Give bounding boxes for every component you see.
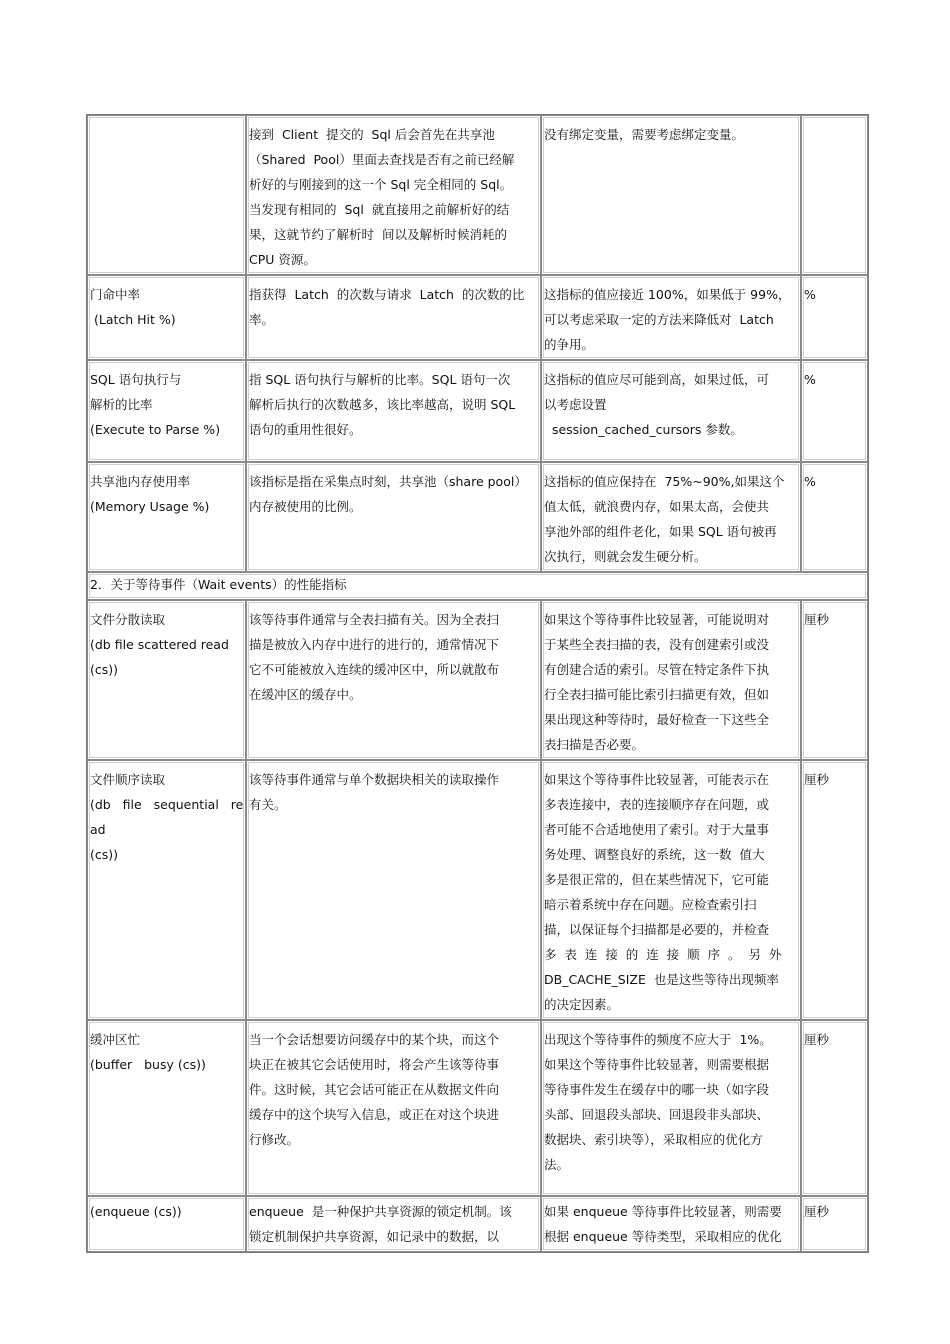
text-line: (db file sequential read — [90, 797, 244, 837]
metric-name-cell — [87, 360, 246, 462]
text-line: 该等待事件通常与单个数据块相关的读取操作 — [249, 772, 500, 787]
text-line: (cs)) — [90, 847, 119, 862]
text-line: (db file scattered read (cs)) — [90, 637, 233, 677]
text-line: CPU 资源。 — [249, 252, 316, 267]
metric-unit-cell — [801, 1196, 868, 1252]
text-line: 厘秒 — [804, 1204, 830, 1219]
section-title: 2．关于等待事件（Wait events）的性能指标 — [87, 572, 868, 600]
text-line: 该等待事件通常与全表扫描有关。因为全表扫 — [249, 612, 500, 627]
text-line: 率。 — [249, 312, 275, 327]
text-line: 法。 — [544, 1157, 570, 1172]
text-line: 没有绑定变量，需要考虑绑定变量。 — [544, 127, 745, 142]
metric-unit-cell — [801, 760, 868, 1020]
table-row — [87, 360, 868, 462]
metric-unit-cell — [801, 360, 868, 462]
text-line: 锁定机制保护共享资源，如记录中的数据，以 — [249, 1229, 500, 1244]
text-line: session_cached_cursors 参数。 — [544, 422, 743, 437]
text-line: (enqueue (cs)) — [90, 1204, 182, 1219]
text-line: 当发现有相同的 Sql 就直接用之前解析好的结 — [249, 202, 510, 217]
text-line: 它不可能被放入连续的缓冲区中，所以就散布 — [249, 662, 500, 677]
text-line: 的争用。 — [544, 337, 595, 352]
metric-unit-cell — [801, 600, 868, 760]
metric-name-cell — [87, 462, 246, 572]
text-line: 文件顺序读取 — [90, 772, 166, 787]
table-row — [87, 1020, 868, 1196]
text-line: 厘秒 — [804, 612, 830, 627]
metrics-table — [86, 114, 869, 1253]
text-line: 该指标是指在采集点时刻，共享池（share pool） — [249, 474, 527, 489]
text-line: 这指标的值应尽可能到高，如果过低，可 — [544, 372, 770, 387]
text-line: % — [804, 474, 816, 489]
text-line: 这指标的值应保持在 75%~90%,如果这个 — [544, 474, 785, 489]
text-line: 暗示着系统中存在问题。应检查索引扫 — [544, 897, 757, 912]
metric-description-cell — [246, 462, 541, 572]
text-line: 多 表 连 接 的 连 接 顺 序 。 另 外 — [544, 947, 782, 962]
text-line: (buffer busy (cs)) — [90, 1057, 206, 1072]
table-row — [87, 760, 868, 1020]
text-line: 共享池内存使用率 — [90, 474, 191, 489]
text-line: 果出现这种等待时，最好检查一下这些全 — [544, 712, 770, 727]
text-line: 块正在被其它会话使用时，将会产生该等待事 — [249, 1057, 500, 1072]
table-row — [87, 275, 868, 360]
text-line: 者可能不合适地使用了索引。对于大量事 — [544, 822, 770, 837]
section-row — [87, 572, 868, 600]
text-line: 描，以保证每个扫描都是必要的，并检查 — [544, 922, 770, 937]
text-line: 门命中率 — [90, 287, 141, 302]
text-line: 指获得 Latch 的次数与请求 Latch 的次数的比 — [249, 287, 525, 302]
metric-advice-cell — [541, 1196, 801, 1252]
metric-unit-cell — [801, 275, 868, 360]
text-line: DB_CACHE_SIZE 也是这些等待出现频率 — [544, 972, 779, 987]
text-line: 头部、回退段头部块、回退段非头部块、 — [544, 1107, 770, 1122]
text-line: enqueue 是一种保护共享资源的锁定机制。该 — [249, 1204, 512, 1219]
metric-name-cell — [87, 1196, 246, 1252]
metric-name-cell — [87, 275, 246, 360]
text-line: 务处理、调整良好的系统，这一数 值大 — [544, 847, 765, 862]
text-line: 出现这个等待事件的频度不应大于 1%。 — [544, 1032, 772, 1047]
metric-description-cell — [246, 115, 541, 275]
text-line: 以考虑设置 — [544, 397, 607, 412]
table-row — [87, 600, 868, 760]
text-line: 如果这个等待事件比较显著，可能说明对 — [544, 612, 770, 627]
metric-name-cell — [87, 115, 246, 275]
text-line: 次执行，则就会发生硬分析。 — [544, 549, 707, 564]
table-row — [87, 462, 868, 572]
metric-name-cell — [87, 760, 246, 1020]
metric-advice-cell — [541, 360, 801, 462]
text-line: 解析后执行的次数越多，该比率越高，说明 SQL — [249, 397, 516, 412]
text-line: 当一个会话想要访问缓存中的某个块，而这个 — [249, 1032, 500, 1047]
text-line: 有关。 — [249, 797, 287, 812]
text-line: 厘秒 — [804, 1032, 830, 1047]
metric-name-cell — [87, 1020, 246, 1196]
metric-advice-cell — [541, 600, 801, 760]
text-line: 行全表扫描可能比索引扫描更有效，但如 — [544, 687, 770, 702]
text-line: 接到 Client 提交的 Sql 后会首先在共享池 — [249, 127, 495, 142]
text-line: 可以考虑采取一定的方法来降低对 Latch — [544, 312, 774, 327]
metric-description-cell — [246, 1196, 541, 1252]
metric-description-cell — [246, 275, 541, 360]
text-line: 解析的比率 — [90, 397, 153, 412]
text-line: 表扫描是否必要。 — [544, 737, 645, 752]
text-line: 语句的重用性很好。 — [249, 422, 362, 437]
text-line: % — [804, 372, 816, 387]
table-row — [87, 115, 868, 275]
text-line: 厘秒 — [804, 772, 830, 787]
metric-advice-cell — [541, 1020, 801, 1196]
text-line: (Latch Hit %) — [90, 312, 176, 327]
text-line: （Shared Pool）里面去查找是否有之前已经解 — [249, 152, 515, 167]
metric-advice-cell — [541, 115, 801, 275]
metric-description-cell — [246, 360, 541, 462]
text-line: 于某些全表扫描的表，没有创建索引或没 — [544, 637, 770, 652]
text-line: 如果 enqueue 等待事件比较显著，则需要 — [544, 1204, 782, 1219]
text-line: 如果这个等待事件比较显著，则需要根据 — [544, 1057, 770, 1072]
text-line: 多表连接中，表的连接顺序存在问题，或 — [544, 797, 770, 812]
text-line: 缓冲区忙 — [90, 1032, 141, 1047]
metric-unit-cell — [801, 462, 868, 572]
metric-advice-cell — [541, 462, 801, 572]
text-line: % — [804, 287, 816, 302]
text-line: 析好的与刚接到的这一个 Sql 完全相同的 Sql。 — [249, 177, 513, 192]
text-line: 根据 enqueue 等待类型，采取相应的优化 — [544, 1229, 782, 1244]
text-line: 在缓冲区的缓存中。 — [249, 687, 362, 702]
metric-advice-cell — [541, 275, 801, 360]
text-line: 值太低，就浪费内存，如果太高，会使共 — [544, 499, 770, 514]
text-line: 数据块、索引块等），采取相应的优化方 — [544, 1132, 763, 1147]
text-line: 果，这就节约了解析时 间以及解析时候消耗的 — [249, 227, 507, 242]
text-line: 行修改。 — [249, 1132, 300, 1147]
metric-unit-cell — [801, 1020, 868, 1196]
text-line: (Memory Usage %) — [90, 499, 210, 514]
text-line: 件。这时候，其它会话可能正在从数据文件向 — [249, 1082, 500, 1097]
text-line: 指 SQL 语句执行与解析的比率。SQL 语句一次 — [249, 372, 511, 387]
text-line: 这指标的值应接近 100%，如果低于 99%， — [544, 287, 791, 302]
metric-description-cell — [246, 760, 541, 1020]
text-line: 多是很正常的，但在某些情况下，它可能 — [544, 872, 770, 887]
text-line: 有创建合适的索引。尽管在特定条件下执 — [544, 662, 770, 677]
text-line: 文件分散读取 — [90, 612, 166, 627]
text-line: 缓存中的这个块写入信息，或正在对这个块进 — [249, 1107, 500, 1122]
table-row — [87, 1196, 868, 1252]
metric-description-cell — [246, 1020, 541, 1196]
text-line: 享池外部的组件老化，如果 SQL 语句被再 — [544, 524, 777, 539]
metric-description-cell — [246, 600, 541, 760]
metric-name-cell — [87, 600, 246, 760]
text-line: (Execute to Parse %) — [90, 422, 221, 437]
text-line: 的决定因素。 — [544, 997, 620, 1012]
text-line: 等待事件发生在缓存中的哪一块（如字段 — [544, 1082, 770, 1097]
text-line: SQL 语句执行与 — [90, 372, 182, 387]
metric-unit-cell — [801, 115, 868, 275]
text-line: 内存被使用的比例。 — [249, 499, 362, 514]
text-line: 如果这个等待事件比较显著，可能表示在 — [544, 772, 770, 787]
text-line: 描是被放入内存中进行的进行的，通常情况下 — [249, 637, 500, 652]
metric-advice-cell — [541, 760, 801, 1020]
